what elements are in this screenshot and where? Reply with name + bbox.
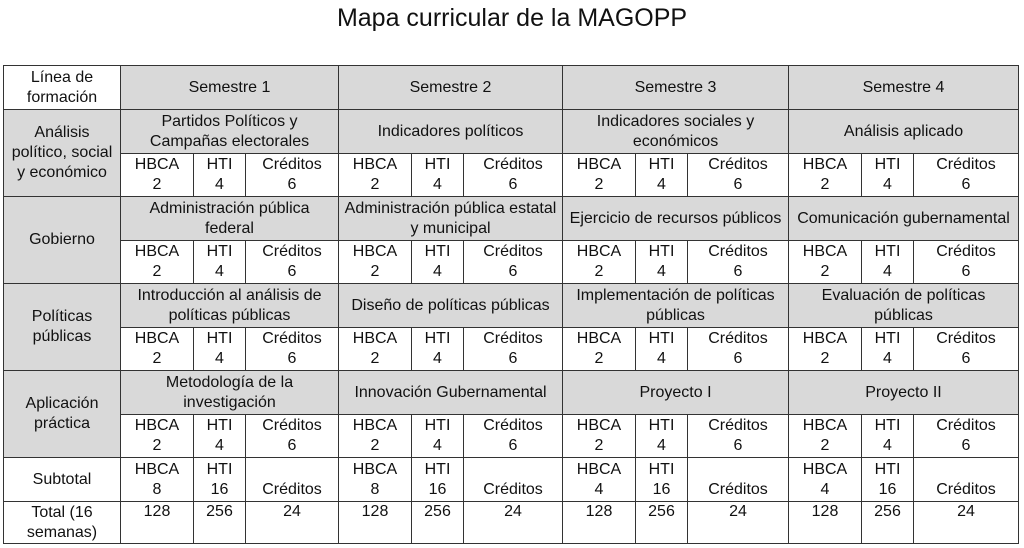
hbca-cell: HBCA 2 [121, 328, 194, 371]
subtotal-row [4, 458, 1019, 502]
linea-label: Políticas públicas [4, 284, 121, 371]
creditos-cell: Créditos 6 [246, 415, 339, 458]
total-hti: 256 [862, 502, 914, 544]
course-name: Comunicación gubernamental [789, 197, 1019, 241]
document-title: Mapa curricular de la MAGOPP [336, 4, 688, 32]
course-name: Análisis aplicado [789, 110, 1019, 154]
creditos-cell: Créditos 6 [914, 328, 1019, 371]
hbca-cell: HBCA 2 [789, 241, 862, 284]
course-name: Innovación Gubernamental [339, 371, 563, 415]
creditos-cell: Créditos 6 [914, 241, 1019, 284]
header-semestre-4: Semestre 4 [789, 66, 1019, 110]
header-semestre-1: Semestre 1 [121, 66, 339, 110]
hbca-cell: HBCA 2 [563, 241, 636, 284]
hbca-cell: HBCA 2 [563, 415, 636, 458]
creditos-cell: Créditos 6 [914, 415, 1019, 458]
hbca-cell: HBCA 2 [563, 328, 636, 371]
course-name: Indicadores políticos [339, 110, 563, 154]
hbca-cell: HBCA 4 [789, 458, 862, 502]
total-hbca: 128 [121, 502, 194, 544]
hti-cell: HTI 4 [636, 415, 688, 458]
course-name: Diseño de políticas públicas [339, 284, 563, 328]
header-semestre-2: Semestre 2 [339, 66, 563, 110]
hbca-cell: HBCA 2 [121, 154, 194, 197]
creditos-cell: Créditos [688, 458, 789, 502]
hbca-cell: HBCA 4 [563, 458, 636, 502]
creditos-cell: Créditos 6 [246, 154, 339, 197]
creditos-cell: Créditos 6 [688, 415, 789, 458]
course-name: Partidos Políticos y Campañas electorales [121, 110, 339, 154]
hti-cell: HTI 4 [194, 328, 246, 371]
creditos-cell: Créditos 6 [464, 154, 563, 197]
total-hti: 256 [636, 502, 688, 544]
creditos-cell: Créditos 6 [464, 241, 563, 284]
hti-cell: HTI 4 [412, 241, 464, 284]
hbca-cell: HBCA 2 [121, 415, 194, 458]
header-semestre-3: Semestre 3 [563, 66, 789, 110]
hti-cell: HTI 4 [862, 415, 914, 458]
hours-row [4, 154, 1019, 197]
header-row [4, 66, 1019, 110]
header-linea: Línea de formación [4, 66, 121, 110]
hti-cell: HTI 4 [862, 328, 914, 371]
creditos-cell: Créditos [464, 458, 563, 502]
course-name: Administración pública federal [121, 197, 339, 241]
hti-cell: HTI 4 [412, 328, 464, 371]
course-row [4, 284, 1019, 328]
course-name: Proyecto I [563, 371, 789, 415]
total-creditos: 24 [688, 502, 789, 544]
course-name: Introducción al análisis de políticas públicas [121, 284, 339, 328]
total-creditos: 24 [246, 502, 339, 544]
linea-label: Aplicación práctica [4, 371, 121, 458]
hbca-cell: HBCA 8 [121, 458, 194, 502]
linea-label: Gobierno [4, 197, 121, 284]
hbca-cell: HBCA 2 [121, 241, 194, 284]
hbca-cell: HBCA 2 [339, 328, 412, 371]
hti-cell: HTI 16 [194, 458, 246, 502]
hti-cell: HTI 4 [194, 154, 246, 197]
creditos-cell: Créditos [246, 458, 339, 502]
hbca-cell: HBCA 2 [789, 415, 862, 458]
course-row [4, 110, 1019, 154]
hbca-cell: HBCA 2 [339, 154, 412, 197]
curriculum-table [3, 65, 1019, 544]
creditos-cell: Créditos 6 [688, 241, 789, 284]
hbca-cell: HBCA 2 [789, 328, 862, 371]
hti-cell: HTI 4 [412, 154, 464, 197]
course-name: Administración pública estatal y municipal [339, 197, 563, 241]
hours-row [4, 415, 1019, 458]
total-hbca: 128 [563, 502, 636, 544]
hbca-cell: HBCA 2 [563, 154, 636, 197]
hbca-cell: HBCA 2 [789, 154, 862, 197]
hours-row [4, 328, 1019, 371]
creditos-cell: Créditos 6 [914, 154, 1019, 197]
total-hti: 256 [412, 502, 464, 544]
course-name: Metodología de la investigación [121, 371, 339, 415]
total-hbca: 128 [339, 502, 412, 544]
creditos-cell: Créditos 6 [688, 328, 789, 371]
creditos-cell: Créditos 6 [246, 241, 339, 284]
creditos-cell: Créditos 6 [464, 328, 563, 371]
hbca-cell: HBCA 8 [339, 458, 412, 502]
linea-label: Análisis político, social y económico [4, 110, 121, 197]
course-name: Indicadores sociales y económicos [563, 110, 789, 154]
hti-cell: HTI 4 [636, 241, 688, 284]
hbca-cell: HBCA 2 [339, 241, 412, 284]
course-name: Proyecto II [789, 371, 1019, 415]
creditos-cell: Créditos 6 [688, 154, 789, 197]
total-creditos: 24 [914, 502, 1019, 544]
hti-cell: HTI 4 [636, 154, 688, 197]
hti-cell: HTI 16 [862, 458, 914, 502]
creditos-cell: Créditos 6 [246, 328, 339, 371]
hti-cell: HTI 4 [194, 241, 246, 284]
course-name: Ejercicio de recursos públicos [563, 197, 789, 241]
course-row [4, 371, 1019, 415]
creditos-cell: Créditos [914, 458, 1019, 502]
total-hbca: 128 [789, 502, 862, 544]
hti-cell: HTI 4 [194, 415, 246, 458]
course-name: Evaluación de políticas públicas [789, 284, 1019, 328]
total-row [4, 502, 1019, 544]
hours-row [4, 241, 1019, 284]
hti-cell: HTI 4 [636, 328, 688, 371]
total-hti: 256 [194, 502, 246, 544]
hti-cell: HTI 16 [412, 458, 464, 502]
hti-cell: HTI 4 [862, 154, 914, 197]
course-row [4, 197, 1019, 241]
creditos-cell: Créditos 6 [464, 415, 563, 458]
subtotal-label: Subtotal [4, 458, 121, 502]
hbca-cell: HBCA 2 [339, 415, 412, 458]
hti-cell: HTI 4 [862, 241, 914, 284]
total-label: Total (16 semanas) [4, 502, 121, 544]
hti-cell: HTI 4 [412, 415, 464, 458]
hti-cell: HTI 16 [636, 458, 688, 502]
course-name: Implementación de políticas públicas [563, 284, 789, 328]
total-creditos: 24 [464, 502, 563, 544]
